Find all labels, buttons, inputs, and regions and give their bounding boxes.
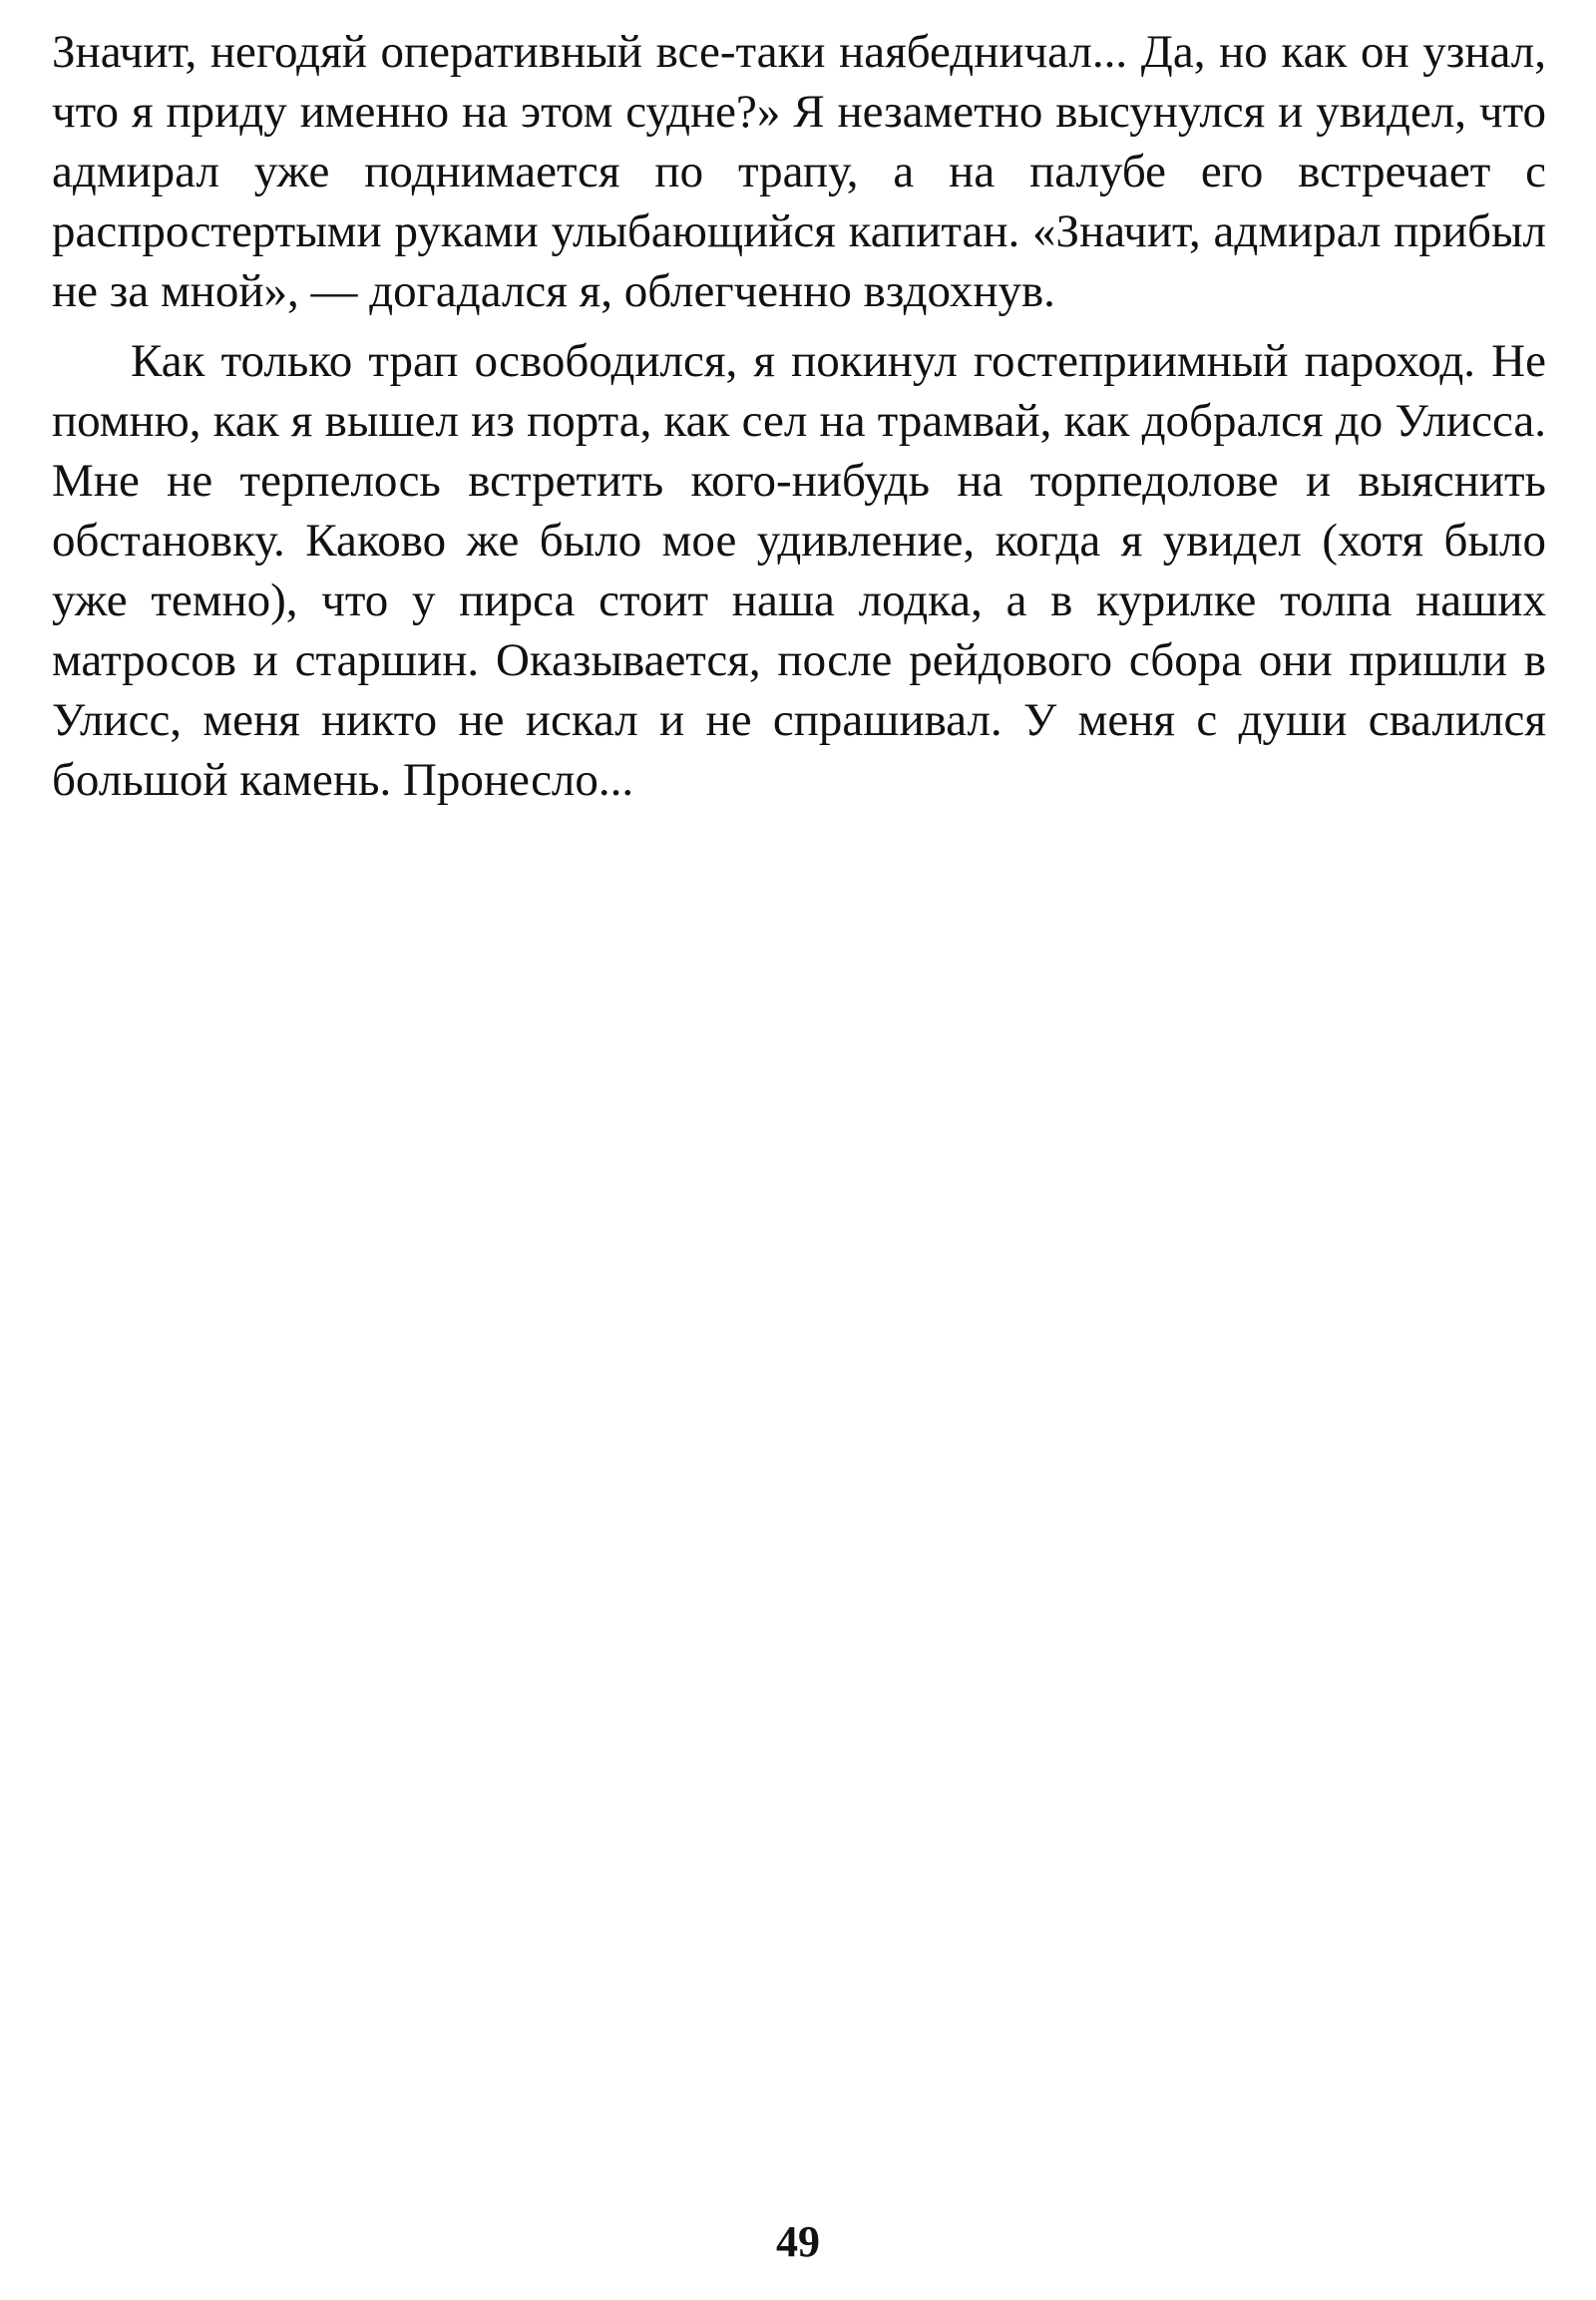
page-number: 49	[776, 2217, 820, 2266]
paragraph-1: Значит, негодяй оперативный все-таки наябедничал... Да, но как он узнал, что я приду именно на этом судне?» Я незаметно высунулся и увидел, что адмирал уже поднимается по трапу, а на палубе его встречает с распростертыми руками улыбающийся капитан. «Значит, адмирал прибыл не за мной», — догадался я, облегченно вздохнув.	[52, 26, 1546, 317]
text-column	[52, 22, 1546, 810]
paragraph-2: Как только трап освободился, я покинул гостеприимный пароход. Не помню, как я вышел из порта, как сел на трамвай, как добрался до Улисса. Мне не терпелось встретить кого-нибудь на торпедолове и выяснить обстановку. Каково же было мое удивление, когда я увидел (хотя было уже темно), что у пирса стоит наша лодка, а в курилке толпа наших матросов и старшин. Оказывается, после рейдового сбора они пришли в Улисс, меня никто не искал и не спрашивал. У меня с души свалился большой камень. Пронесло...	[52, 335, 1546, 806]
